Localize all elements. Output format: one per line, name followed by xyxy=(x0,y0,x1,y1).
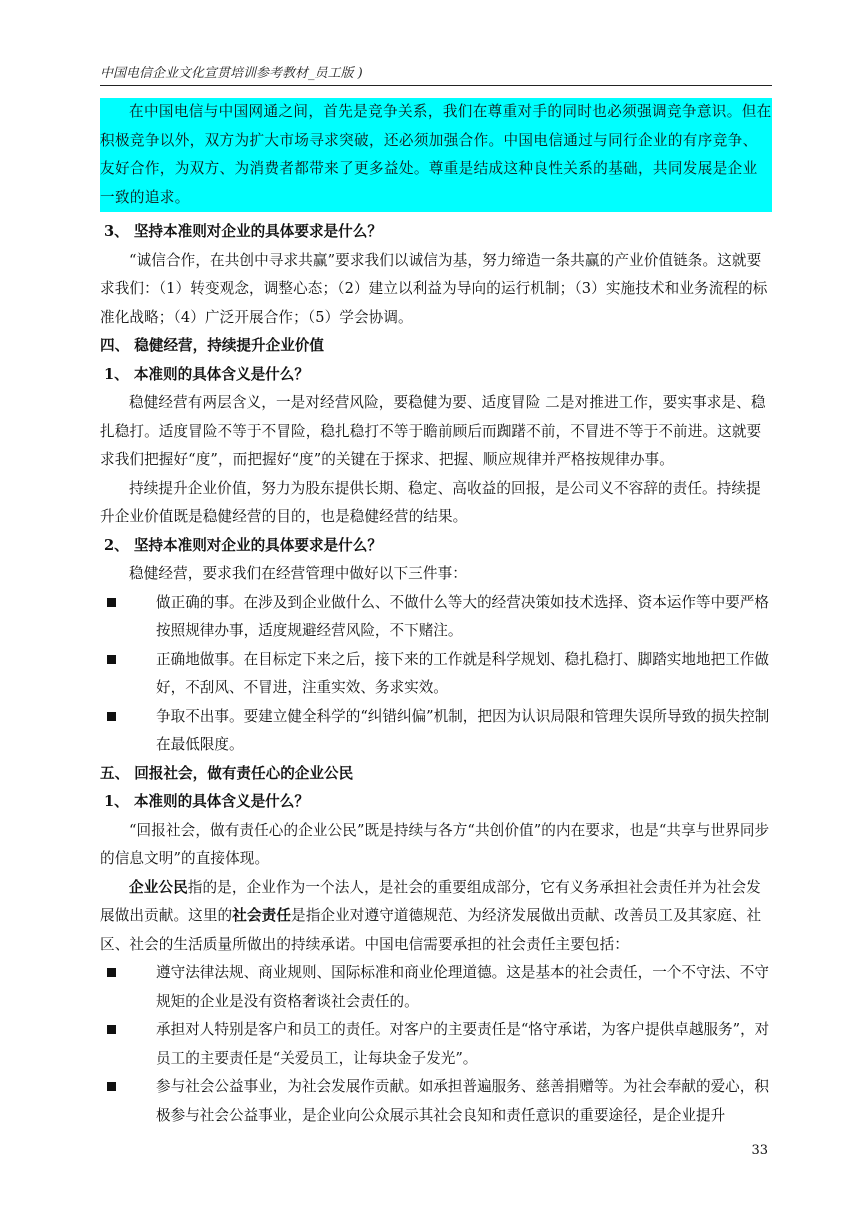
body-paragraph: 稳健经营，要求我们在经营管理中做好以下三件事： xyxy=(129,565,467,582)
body-paragraph: 企业公民指的是，企业作为一个法人，是社会的重要组成部分，它有义务承担社会责任并为社会发展做出贡献。这里的社会责任是指企业对遵守道德规范、为经济发展做出贡献、改善员工及其家庭、社区、社会的生活质量所做出的持续承诺。中国电信需要承担的社会责任主要包括： xyxy=(100,878,762,953)
key-term: 社会责任 xyxy=(232,907,292,924)
bullet-list xyxy=(100,959,772,1130)
body-paragraph: “回报社会，做有责任心的企业公民”既是持续与各方“共创价值”的内在要求，也是“共享与世界同步的信息文明”的直接体现。 xyxy=(100,821,770,867)
square-bullet-icon xyxy=(107,968,116,977)
body-paragraph: 持续提升企业价值，努力为股东提供长期、稳定、高收益的回报，是公司义不容辞的责任。持续提升企业价值既是稳健经营的目的，也是稳健经营的结果。 xyxy=(100,479,761,525)
square-bullet-icon xyxy=(107,655,116,664)
highlighted-paragraph: 在中国电信与中国网通之间，首先是竞争关系，我们在尊重对手的同时也必须强调竞争意识。但在积极竞争以外，双方为扩大市场寻求突破，还必须加强合作。中国电信通过与同行企业的有序竞争、友好合作，为双方、为消费者都带来了更多益处。尊重是结成这种良性关系的基础，共同发展是企业一致的追求。 xyxy=(100,98,772,212)
square-bullet-icon xyxy=(107,598,116,607)
page-content xyxy=(100,98,772,1130)
list-item: 承担对人特别是客户和员工的责任。对客户的主要责任是“恪守承诺，为客户提供卓越服务”，对员工的主要责任是“关爱员工，让每块金子发光”。 xyxy=(100,1016,772,1073)
list-item: 做正确的事。在涉及到企业做什么、不做什么等大的经营决策如技术选择、资本运作等中要严格按照规律办事，适度规避经营风险，不下赌注。 xyxy=(100,589,772,646)
list-item: 正确地做事。在目标定下来之后，接下来的工作就是科学规划、稳扎稳打、脚踏实地地把工作做好，不刮风、不冒进，注重实效、务求实效。 xyxy=(100,646,772,703)
list-item: 参与社会公益事业，为社会发展作贡献。如承担普遍服务、慈善捐赠等。为社会奉献的爱心，积极参与社会公益事业，是企业向公众展示其社会良知和责任意识的重要途径，是企业提升 xyxy=(100,1073,772,1130)
chapter-heading: 四、 稳健经营，持续提升企业价值 xyxy=(100,337,324,354)
section-heading: 3、 坚持本准则对企业的具体要求是什么？ xyxy=(104,223,382,240)
section-heading: 2、 坚持本准则对企业的具体要求是什么？ xyxy=(104,536,382,554)
body-paragraph: “诚信合作，在共创中寻求共赢”要求我们以诚信为基，努力缔造一条共赢的产业价值链条。这就要求我们：（1）转变观念，调整心态；（2）建立以利益为导向的运行机制；（3）实施技术和业务流程的标准化战略；（4）广泛开展合作；（5）学会协调。 xyxy=(100,251,768,326)
square-bullet-icon xyxy=(107,1025,116,1034)
bullet-list xyxy=(100,589,772,760)
page-header: 中国电信企业文化宣贯培训参考教材_员工版 ) xyxy=(100,62,772,86)
page-number: 33 xyxy=(751,1143,768,1158)
section-heading: 1、 本准则的具体含义是什么？ xyxy=(104,365,309,383)
key-term: 企业公民 xyxy=(129,878,188,896)
list-item: 遵守法律法规、商业规则、国际标准和商业伦理道德。这是基本的社会责任，一个不守法、不守规矩的企业是没有资格奢谈社会责任的。 xyxy=(100,959,772,1016)
section-heading: 1、 本准则的具体含义是什么？ xyxy=(104,793,309,810)
chapter-heading: 五、 回报社会，做有责任心的企业公民 xyxy=(100,764,354,782)
body-paragraph: 稳健经营有两层含义，一是对经营风险，要稳健为要、适度冒险 二是对推进工作，要实事求是、稳扎稳打。适度冒险不等于不冒险，稳扎稳打不等于瞻前顾后而踟躇不前，不冒进不等于不前进。这就要求我们把握好“度”，而把握好“度”的关键在于探求、把握、顺应规律并严格按规律办事。 xyxy=(100,394,766,468)
list-item: 争取不出事。要建立健全科学的“纠错纠偏”机制，把因为认识局限和管理失误所导致的损失控制在最低限度。 xyxy=(100,703,772,760)
square-bullet-icon xyxy=(107,712,116,721)
square-bullet-icon xyxy=(107,1082,116,1091)
